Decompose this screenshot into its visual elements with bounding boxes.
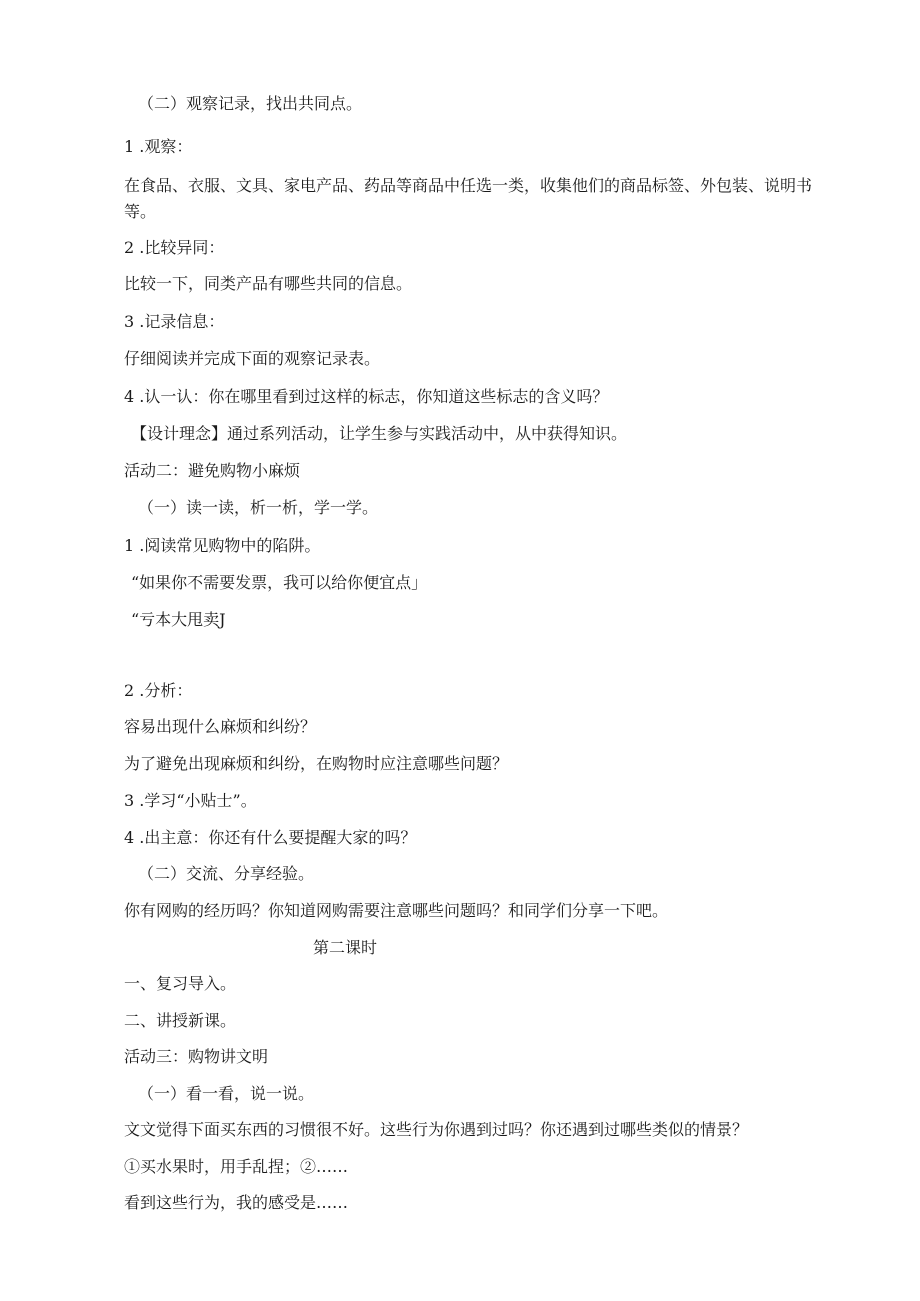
step-analyze: 2 .分析：	[124, 681, 193, 700]
section-heading-read: （一）读一读，析一析，学一学。	[138, 498, 379, 517]
step-advice: 4 .出主意：你还有什么要提醒大家的吗？	[124, 828, 417, 847]
paragraph-bad-habits: 文文觉得下面买东西的习惯很不好。这些行为你遇到过吗？你还遇到过哪些类似的情景？	[124, 1120, 749, 1139]
quote-invoice: “如果你不需要发票，我可以给你便宜点」	[131, 573, 428, 592]
feeling-line: 看到这些行为，我的感受是……	[124, 1193, 349, 1212]
step-read-traps: 1 .阅读常见购物中的陷阱。	[124, 536, 321, 555]
new-lesson: 二、讲授新课。	[124, 1011, 237, 1030]
step-recognize: 4 .认一认：你在哪里看到过这样的标志，你知道这些标志的含义吗？	[124, 387, 609, 406]
example-fruit: ①买水果时，用手乱捏；②……	[124, 1157, 349, 1176]
paragraph-compare: 比较一下，同类产品有哪些共同的信息。	[124, 274, 413, 293]
activity-three-title: 活动三：购物讲文明	[124, 1047, 269, 1066]
section-heading-share: （二）交流、分享经验。	[138, 864, 315, 883]
step-tips: 3 .学习“小贴士”。	[124, 791, 257, 810]
question-trouble: 容易出现什么麻烦和纠纷？	[124, 717, 317, 736]
lesson-two-title: 第二课时	[313, 938, 378, 957]
paragraph-collect: 在食品、衣服、文具、家电产品、药品等商品中任选一类，收集他们的商品标签、外包装、说明书等。	[124, 176, 813, 221]
step-observe: 1 .观察：	[124, 137, 193, 156]
activity-two-title: 活动二：避免购物小麻烦	[124, 461, 301, 480]
section-heading-look: （一）看一看，说一说。	[138, 1084, 315, 1103]
review-intro: 一、复习导入。	[124, 974, 237, 993]
paragraph-online-shopping: 你有网购的经历吗？你知道网购需要注意哪些问题吗？和同学们分享一下吧。	[124, 901, 669, 920]
paragraph-record: 仔细阅读并完成下面的观察记录表。	[124, 349, 381, 368]
question-avoid: 为了避免出现麻烦和纠纷，在购物时应注意哪些问题？	[124, 754, 509, 773]
quote-clearance: “亏本大甩卖J	[131, 610, 226, 629]
section-heading-observe: （二）观察记录，找出共同点。	[138, 94, 363, 113]
step-record: 3 .记录信息：	[124, 312, 225, 331]
design-concept: 【设计理念】通过系列活动，让学生参与实践活动中，从中获得知识。	[131, 424, 628, 443]
step-compare: 2 .比较异同：	[124, 238, 225, 257]
